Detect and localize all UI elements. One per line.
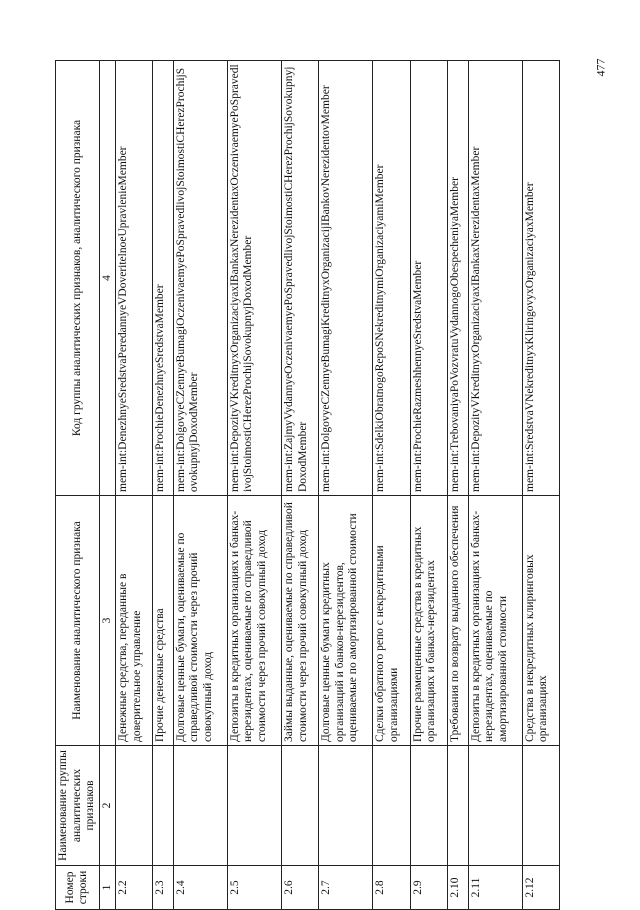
feature-name: Займы выданные, оцениваемые по справедливой стоимости через прочий совокупный доход: [282, 496, 319, 746]
page-number: 477: [593, 58, 608, 77]
feature-code: mem-int:ZajmyVydannyeOczenivaemyePoSpravedlivojStoimostiCHerezProchijSovokupnyjDoxodMember: [282, 61, 319, 496]
group-name: [447, 746, 468, 866]
header-code: Код группы аналитических признаков, аналитического признака: [56, 61, 100, 496]
col-number-4: 4: [99, 61, 116, 496]
feature-code: mem-int:DepozityVKreditnyxOrganizaciyaxIBankaxNerezidentaxOczenivaemyePoSpravedlivojStoimostiCHerezProchijSovokupnyjDoxodMember: [227, 61, 281, 496]
feature-name: Средства в некредитных клиринговых организациях: [522, 496, 559, 746]
header-feature-name: Наименование аналитического признака: [56, 496, 100, 746]
table-row: [319, 61, 373, 910]
table-row: [410, 61, 447, 910]
table-row: [522, 61, 559, 910]
col-number-1: 1: [99, 866, 116, 910]
row-number: 2.6: [282, 866, 319, 910]
row-number: 2.12: [522, 866, 559, 910]
group-name: [227, 746, 281, 866]
col-number-3: 3: [99, 496, 116, 746]
feature-name: Депозиты в кредитных организациях и банках-нерезидентах, оцениваемые по справедливой стоимости через прочий совокупный доход: [227, 496, 281, 746]
column-number-row: [99, 61, 116, 910]
feature-name: Долговые ценные бумаги кредитных организаций и банков-нерезидентов, оцениваемые по амортизированной стоимости: [319, 496, 373, 746]
feature-name: Сделки обратного репо с некредитными организациями: [373, 496, 410, 746]
feature-name: Прочие размещенные средства в кредитных организациях и банках-нерезидентах: [410, 496, 447, 746]
feature-code: mem-int:ProchieRazmeshhennyeSredstvaMember: [410, 61, 447, 496]
table-row: [447, 61, 468, 910]
row-number: 2.10: [447, 866, 468, 910]
group-name: [522, 746, 559, 866]
group-name: [173, 746, 227, 866]
feature-code: mem-int:DolgovyeCZennyeBumagiOczenivaemyePoSpravedlivojStoimostiCHerezProchijSovokupnyjDoxodMember: [173, 61, 227, 496]
feature-code: mem-int:SredstvaVNekreditnyxKliringovyxOrganizaciyaxMember: [522, 61, 559, 496]
analytic-features-table: [55, 60, 560, 910]
feature-code: mem-int:ProchieDenezhnyeSredstvaMember: [153, 61, 174, 496]
table-row: [173, 61, 227, 910]
feature-code: mem-int:TrebovaniyaPoVozvratuVydannogoObespecheniyaMember: [447, 61, 468, 496]
row-number: 2.3: [153, 866, 174, 910]
feature-name: Прочие денежные средства: [153, 496, 174, 746]
feature-code: mem-int:DepozityVKreditnyxOrganizaciyaxIBankaxNerezidentaxMember: [468, 61, 522, 496]
header-group-name: Наименование группы аналитических признаков: [56, 746, 100, 866]
feature-name: Требования по возврату выданного обеспечения: [447, 496, 468, 746]
col-number-2: 2: [99, 746, 116, 866]
group-name: [373, 746, 410, 866]
feature-name: Долговые ценные бумаги, оцениваемые по справедливой стоимости через прочий совокупный доход: [173, 496, 227, 746]
row-number: 2.4: [173, 866, 227, 910]
row-number: 2.9: [410, 866, 447, 910]
table-row: [116, 61, 153, 910]
feature-name: Денежные средства, переданные в доверительное управление: [116, 496, 153, 746]
table-row: [227, 61, 281, 910]
header-row: [56, 61, 100, 910]
table-row: [373, 61, 410, 910]
feature-code: mem-int:DolgovyeCZennyeBumagiKreditnyxOrganizacijIBankovNerezidentovMember: [319, 61, 373, 496]
group-name: [282, 746, 319, 866]
row-number: 2.11: [468, 866, 522, 910]
table-row: [282, 61, 319, 910]
rotated-table-container: [55, 60, 560, 910]
group-name: [410, 746, 447, 866]
feature-code: mem-int:SdelkiObratnogoRepoSNekreditnymiOrganizaciyamiMember: [373, 61, 410, 496]
group-name: [468, 746, 522, 866]
table-row: [468, 61, 522, 910]
row-number: 2.5: [227, 866, 281, 910]
feature-code: mem-int:DenezhnyeSredstvaPeredannyeVDoveritelnoeUpravlenieMember: [116, 61, 153, 496]
row-number: 2.2: [116, 866, 153, 910]
feature-name: Депозиты в кредитных организациях и банках-нерезидентах, оцениваемые по амортизированной стоимости: [468, 496, 522, 746]
group-name: [319, 746, 373, 866]
row-number: 2.8: [373, 866, 410, 910]
row-number: 2.7: [319, 866, 373, 910]
group-name: [116, 746, 153, 866]
header-row-number: Номер строки: [56, 866, 100, 910]
table-row: [153, 61, 174, 910]
group-name: [153, 746, 174, 866]
